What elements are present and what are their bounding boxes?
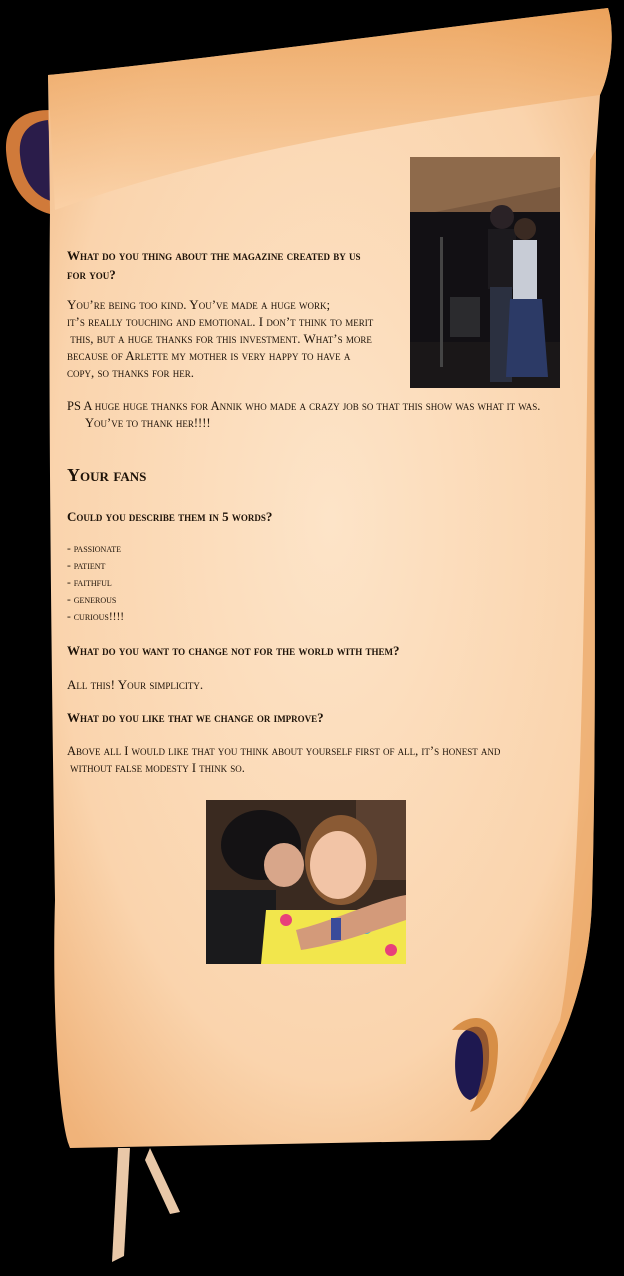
list-item: - patient — [67, 560, 106, 572]
ps-note — [67, 398, 597, 432]
question-words: Could you describe them in 5 words? — [67, 509, 273, 524]
fan-photo — [206, 800, 406, 964]
question-change: What do you want to change not for the world with them? — [67, 643, 400, 658]
answer-line: without false modesty I think so. — [67, 761, 245, 775]
answer-line: Above all I would like that you think about yourself first of all, it’s honest and — [67, 744, 501, 758]
answer-improve — [67, 743, 597, 777]
answer-line: this, but a huge thanks for this investment. What’s more — [67, 331, 372, 346]
answer-line: copy, so thanks for her. — [67, 365, 195, 380]
answer-line: because of Arlette my mother is very happy to have a — [67, 348, 351, 363]
words-list — [67, 541, 124, 626]
answer-line: You’re being too kind. You’ve made a huge work; — [67, 297, 331, 312]
ps-line: PS A huge huge thanks for Annik who made a crazy job so that this show was what it was. — [67, 399, 541, 413]
list-item: - curious!!!! — [67, 611, 125, 623]
ps-line: You’ve to thank her!!!! — [85, 416, 211, 430]
section-title: Your fans — [67, 465, 147, 485]
list-item: - faithful — [67, 577, 112, 589]
list-item: - passionate — [67, 543, 121, 555]
answer-change: All this! Your simplicity. — [67, 677, 204, 692]
question-improve: What do you like that we change or improve? — [67, 710, 324, 725]
answer-magazine — [67, 296, 407, 381]
list-item: - generous — [67, 594, 117, 606]
stage-photo — [410, 157, 560, 388]
question-magazine: What do you thing about the magazine created by us for you? — [67, 248, 361, 282]
answer-line: it’s really touching and emotional. I don’t think to merit — [67, 314, 374, 329]
